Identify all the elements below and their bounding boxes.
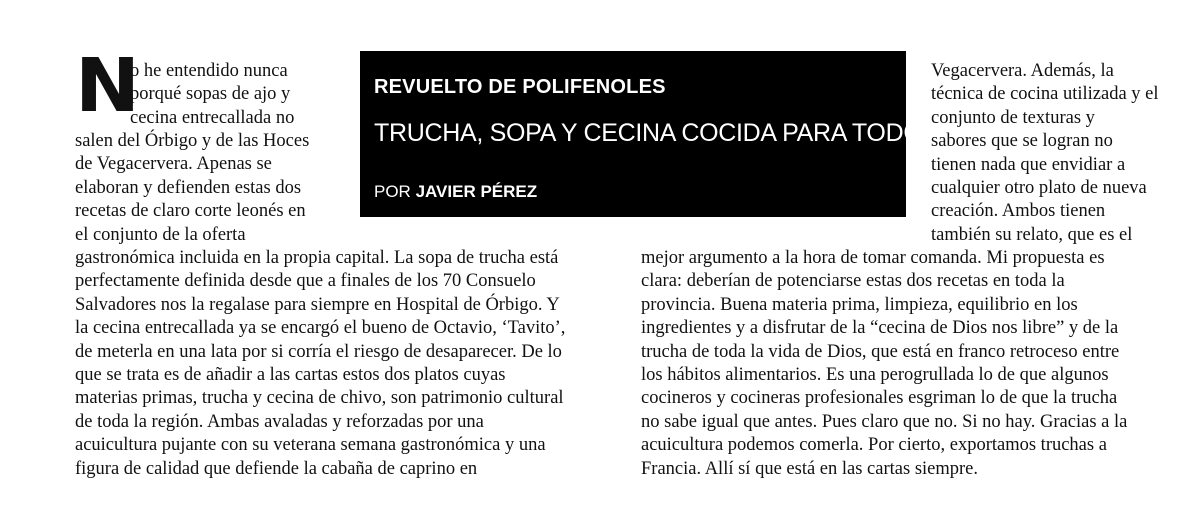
section-kicker: REVUELTO DE POLIFENOLES: [374, 76, 666, 98]
text-line: Salvadores nos la regalase para siempre en Hospital de Órbigo. Y: [75, 294, 560, 315]
col1-mid-text: [75, 130, 309, 247]
text-line: no sabe igual que antes. Pues claro que no. Si no hay. Gracias a la: [641, 411, 1128, 432]
text-line: sabores que se logran no: [931, 131, 1113, 152]
col2-body-text: [641, 247, 1127, 481]
text-line: conjunto de texturas y: [931, 107, 1095, 128]
text-line: Francia. Allí sí que está en las cartas siempre.: [641, 458, 979, 479]
text-line: también su relato, que es el: [931, 224, 1133, 245]
text-line: creación. Ambos tienen: [931, 201, 1106, 222]
text-line: elaboran y defienden estas dos: [75, 177, 302, 198]
text-line: figura de calidad que defiende la cabaña de caprino en: [75, 458, 478, 479]
text-line: los hábitos alimentarios. Es una perogrullada lo de que algunos: [641, 364, 1109, 385]
text-line: trucha de toda la vida de Dios, que está en franco retroceso entre: [641, 341, 1120, 362]
text-line: mejor argumento a la hora de tomar comanda. Mi propuesta es: [641, 248, 1105, 268]
text-line: perfectamente definida desde que a finales de los 70 Consuelo: [75, 271, 536, 292]
text-line: salen del Órbigo y de las Hoces: [75, 131, 310, 151]
col1-top-text: [130, 60, 294, 130]
text-line: gastronómica incluida en la propia capital. La sopa de trucha está: [75, 248, 559, 268]
byline-prefix: POR: [374, 182, 411, 201]
text-line: cualquier otro plato de nueva: [931, 177, 1147, 198]
drop-cap: N: [75, 43, 141, 129]
text-line: la cecina entrecallada ya se encargó el bueno de Octavio, ‘Tavito’,: [75, 318, 566, 339]
text-line: acuicultura podemos comerla. Por cierto, exportamos truchas a: [641, 435, 1107, 456]
text-line: ingredientes y a disfrutar de la “cecina de Dios nos libre” y de la: [641, 318, 1119, 339]
text-line: Vegacervera. Además, la: [931, 61, 1114, 81]
text-line: provincia. Buena materia prima, limpieza, equilibrio en los: [641, 294, 1078, 315]
text-line: técnica de cocina utilizada y el: [931, 84, 1159, 105]
text-line: el conjunto de la oferta: [75, 224, 246, 245]
text-line: tienen nada que envidiar a: [931, 154, 1126, 175]
text-line: clara: deberían de potenciarse estas dos recetas en toda la: [641, 271, 1065, 292]
col1-body-text: [75, 247, 565, 481]
text-line: cecina entrecallada no: [130, 107, 295, 128]
text-line: porqué sopas de ajo y: [130, 84, 291, 105]
text-line: materias primas, trucha y cecina de chivo, son patrimonio cultural: [75, 388, 564, 409]
text-line: cocineros y cocineras profesionales esgriman lo de que la trucha: [641, 388, 1118, 409]
text-line: acuicultura pujante con su veterana semana gastronómica y una: [75, 435, 546, 456]
text-line: de Vegacervera. Apenas se: [75, 154, 272, 175]
byline: [374, 182, 537, 202]
headline-box: [360, 51, 939, 217]
text-line: recetas de claro corte leonés en: [75, 201, 306, 222]
text-line: de meterla en una lata por si corría el riesgo de desaparecer. De lo: [75, 341, 562, 362]
article-headline: TRUCHA, SOPA Y CECINA COCIDA PARA TODOS: [374, 119, 939, 147]
col2-top-text: [931, 60, 1159, 247]
text-line: de toda la región. Ambas avaladas y reforzadas por una: [75, 411, 484, 432]
text-line: o he entendido nunca: [130, 61, 288, 81]
byline-author: JAVIER PÉREZ: [415, 182, 538, 201]
text-line: que se trata es de añadir a las cartas estos dos platos cuyas: [75, 364, 506, 385]
